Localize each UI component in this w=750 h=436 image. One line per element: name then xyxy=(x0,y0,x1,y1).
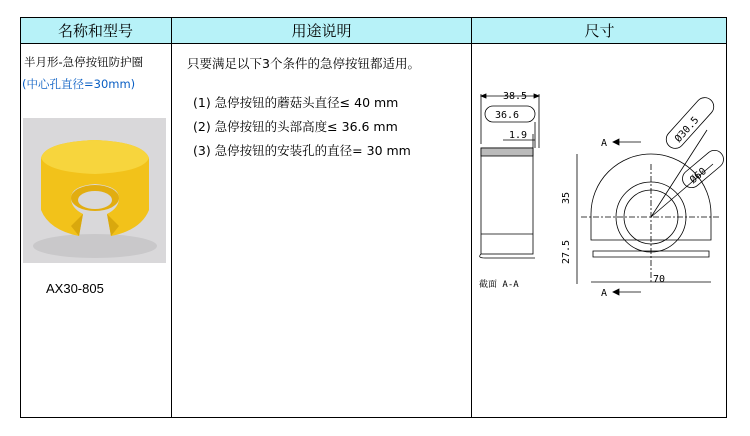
dim-27-5: 27.5 xyxy=(561,239,572,264)
dim-35: 35 xyxy=(561,191,572,204)
hole-diameter-note: (中心孔直径=30mm) xyxy=(22,77,136,91)
dim-36-6: 36.6 xyxy=(495,110,520,121)
header-usage: 用途说明 xyxy=(172,17,471,43)
dim-1-9: 1.9 xyxy=(509,130,528,141)
usage-item: (3) 急停按钮的安装孔的直径= 30 mm xyxy=(193,143,411,158)
header-dimensions: 尺寸 xyxy=(472,17,727,43)
usage-item: (2) 急停按钮的头部高度≤ 36.6 mm xyxy=(193,119,398,134)
spec-table xyxy=(20,17,727,418)
dia-60: Ø60 xyxy=(688,166,709,187)
front-view xyxy=(561,94,726,299)
col-divider-right xyxy=(726,17,727,418)
product-name: 半月形-急停按钮防护圈 xyxy=(24,55,144,69)
col-divider-left xyxy=(20,17,21,418)
dimension-drawing xyxy=(473,44,726,418)
model-number: AX30-805 xyxy=(46,281,104,296)
cut-label-top: A xyxy=(601,138,608,149)
section-label: 截面 A-A xyxy=(479,280,519,290)
product-photo xyxy=(23,118,166,263)
dim-38-5: 38.5 xyxy=(503,91,528,102)
col-divider-2 xyxy=(471,17,472,418)
table-top-border xyxy=(20,17,727,18)
usage-item: (1) 急停按钮的蘑菇头直径≤ 40 mm xyxy=(193,95,399,110)
col-divider-1 xyxy=(171,17,172,418)
dim-70: 70 xyxy=(653,274,666,285)
dia-30-5: Ø30.5 xyxy=(673,114,702,145)
usage-intro: 只要满足以下3个条件的急停按钮都适用。 xyxy=(187,56,420,71)
header-name-model: 名称和型号 xyxy=(20,17,171,43)
section-view xyxy=(479,91,539,290)
cut-label-bottom: A xyxy=(601,288,608,299)
